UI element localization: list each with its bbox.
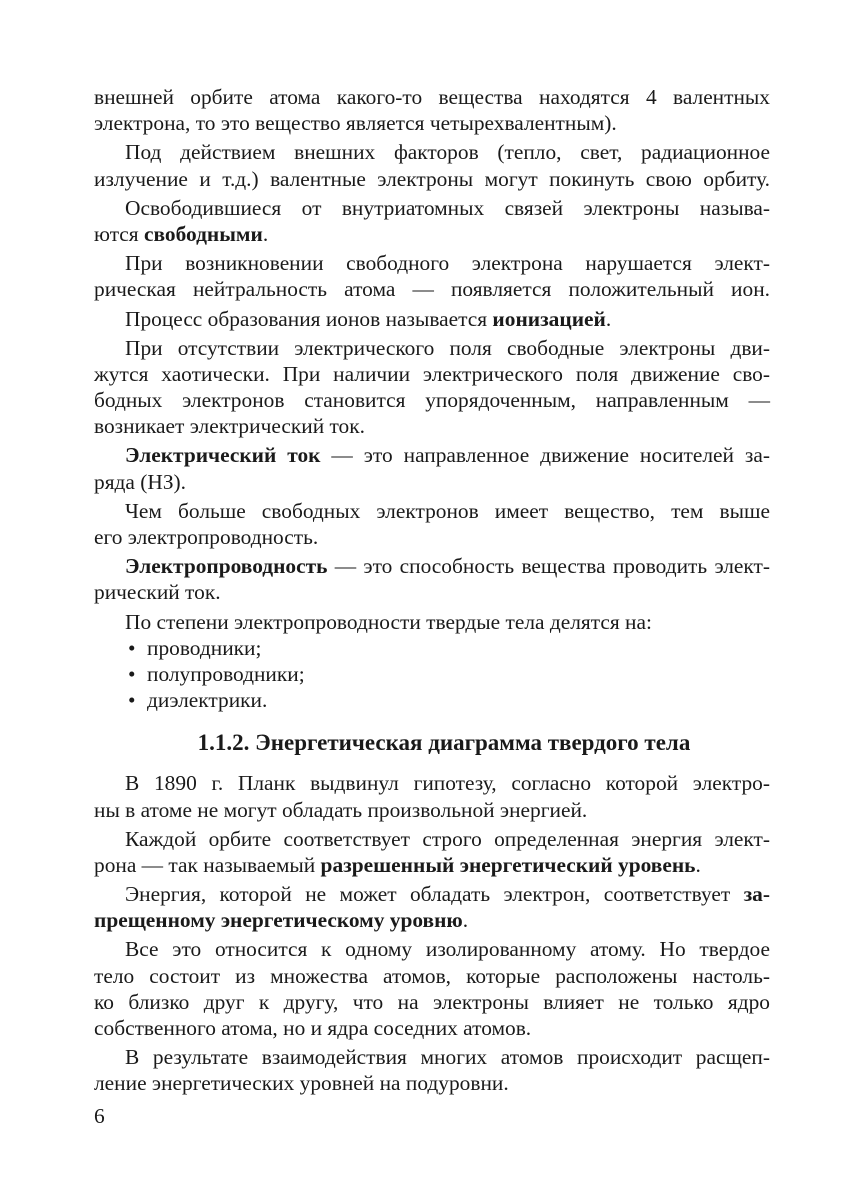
text-line <box>94 335 770 361</box>
text-run: . <box>605 306 612 331</box>
bullet-icon: • <box>128 688 136 713</box>
text-run: его электропроводность. <box>94 525 319 549</box>
text-run: ление энергетических уровней на подуровни. <box>94 1071 509 1096</box>
text-line <box>94 221 770 247</box>
page-number: 6 <box>94 1104 105 1128</box>
paragraph <box>94 84 770 136</box>
text-line <box>94 852 770 878</box>
list-item <box>94 635 770 661</box>
text-line <box>94 1044 770 1070</box>
bold-term: разрешенный энергетический уровень <box>320 852 696 877</box>
list-item-text: диэлектрики. <box>147 688 268 713</box>
text-run: бодных электронов становится упорядоченным, направленным — <box>94 388 770 413</box>
bold-term: Электропроводность <box>125 554 328 579</box>
text-run: ются <box>94 221 144 246</box>
paragraph <box>94 936 770 1041</box>
text-line <box>94 963 770 989</box>
text-line <box>94 1015 770 1041</box>
text-line <box>94 387 770 413</box>
text-line <box>94 306 770 332</box>
bullet-icon: • <box>128 661 136 686</box>
bold-term: Электрический ток <box>125 443 321 468</box>
text-block-top <box>94 84 770 635</box>
text-line <box>94 797 770 823</box>
paragraph <box>94 881 770 933</box>
text-run: ко близко друг к другу, что на электроны влияет не только ядро <box>94 989 770 1014</box>
paragraph <box>94 553 770 605</box>
paragraph <box>94 250 770 302</box>
text-line <box>94 250 770 276</box>
text-line <box>94 166 770 192</box>
text-line <box>94 881 770 907</box>
text-run: рическая нейтральность атома — появляется положительный ион. <box>94 277 770 302</box>
list-item-text: полупроводники; <box>147 661 305 686</box>
text-line <box>94 826 770 852</box>
page-body <box>94 84 770 1097</box>
text-run: . <box>695 852 701 877</box>
text-run: Процесс образования ионов называется <box>125 306 493 331</box>
bold-term: ионизацией <box>492 306 606 331</box>
paragraph <box>94 826 770 878</box>
text-line <box>94 413 770 439</box>
text-run: В результате взаимодействия многих атомов происходит расщеп- <box>125 1045 770 1070</box>
paragraph <box>94 609 770 635</box>
text-run: При отсутствии электрического поля свободные электроны дви- <box>125 335 770 360</box>
text-run: — это способность вещества проводить элект- <box>327 554 770 579</box>
paragraph <box>94 1044 770 1096</box>
text-run: Под действием внешних факторов (тепло, свет, радиационное <box>125 140 770 165</box>
text-run: рический ток. <box>94 580 221 605</box>
text-run: ны в атоме не могут обладать произвольной энергией. <box>94 797 588 822</box>
text-line <box>94 553 770 579</box>
list-item <box>94 661 770 687</box>
text-line <box>94 139 770 165</box>
list-item-text: проводники; <box>147 635 262 660</box>
text-line <box>94 498 770 524</box>
text-run: В 1890 г. Планк выдвинул гипотезу, согласно которой электро- <box>125 771 770 796</box>
paragraph <box>94 335 770 440</box>
text-line <box>94 609 770 635</box>
text-line <box>94 907 770 933</box>
text-run: . <box>262 221 269 246</box>
text-run: При возникновении свободного электрона нарушается элект- <box>125 251 770 276</box>
bullet-icon: • <box>128 635 136 660</box>
text-run: возникает электрический ток. <box>94 414 365 439</box>
paragraph <box>94 498 770 550</box>
text-run: жутся хаотически. При наличии электрического поля движение сво- <box>94 361 770 386</box>
paragraph <box>94 139 770 191</box>
paragraph <box>94 306 770 332</box>
text-line <box>94 579 770 605</box>
text-run: электрона, то это вещество является четырехвалентным). <box>94 111 617 136</box>
text-run: Чем больше свободных электронов имеет вещество, тем выше <box>125 498 770 523</box>
text-run: Все это относится к одному изолированному атому. Но твердое <box>125 937 770 962</box>
text-run: По степени электропроводности твердые тела делятся на: <box>125 609 652 634</box>
text-line <box>94 276 770 302</box>
text-block-bottom <box>94 770 770 1096</box>
text-line <box>94 936 770 962</box>
text-run: Каждой орбите соответствует строго определенная энергия элект- <box>125 826 770 851</box>
text-run: — это направленное движение носителей за- <box>320 443 770 468</box>
text-run: Энергия, которой не может обладать электрон, соответствует <box>125 882 744 907</box>
bold-term: за- <box>743 882 770 907</box>
text-line <box>94 361 770 387</box>
section-heading: 1.1.2. Энергетическая диаграмма твердого тела <box>197 730 691 756</box>
text-line <box>94 524 770 550</box>
text-line <box>94 84 770 110</box>
paragraph <box>94 442 770 494</box>
text-run: излучение и т.д.) валентные электроны могут покинуть свою орбиту. <box>94 166 770 191</box>
text-line <box>94 195 770 221</box>
text-line <box>94 442 770 468</box>
paragraph <box>94 195 770 247</box>
paragraph <box>94 770 770 822</box>
bold-term: прещенному энергетическому уровню <box>94 908 463 933</box>
text-line <box>94 469 770 495</box>
text-run: ряда (НЗ). <box>94 469 187 494</box>
text-run: тело состоит из множества атомов, которые расположены настоль- <box>94 963 770 988</box>
text-run: . <box>462 908 469 933</box>
text-run: рона — так называемый <box>94 852 321 877</box>
text-run: собственного атома, но и ядра соседних атомов. <box>94 1016 532 1040</box>
bullet-list <box>94 635 770 714</box>
bold-term: свободными <box>144 221 263 246</box>
text-run: внешней орбите атома какого-то вещества находятся 4 валентных <box>94 85 770 109</box>
list-item <box>94 687 770 713</box>
text-line <box>94 770 770 796</box>
text-line <box>94 110 770 136</box>
text-run: Освободившиеся от внутриатомных связей электроны называ- <box>125 195 770 220</box>
text-line <box>94 1070 770 1096</box>
text-line <box>94 989 770 1015</box>
